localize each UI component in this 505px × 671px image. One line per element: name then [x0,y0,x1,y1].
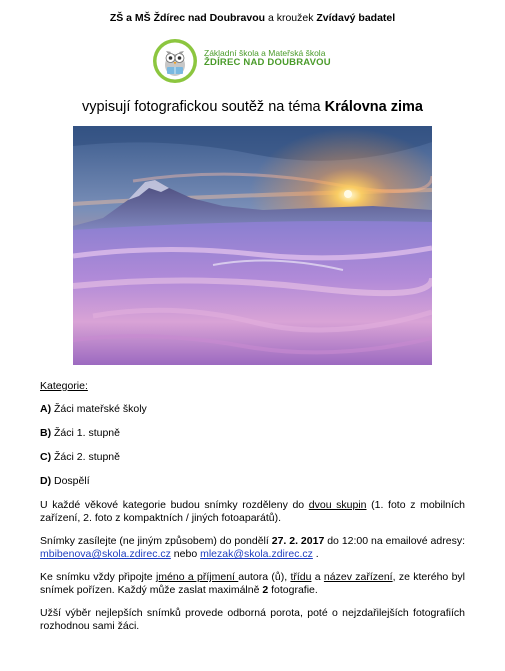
winter-landscape-image [73,126,432,365]
para2-text-b: do 12:00 na emailové adresy: [324,535,465,547]
contest-details [40,380,465,643]
groups-paragraph [40,499,465,525]
para1-text-a: U každé věkové kategorie budou snímky rozděleny do [40,499,309,511]
header-mid-text: a kroužek [265,12,317,24]
para3-text-e: fotografie. [268,584,318,596]
deadline-date: 27. 2. 2017 [271,535,325,547]
class-requirement: třídu [290,571,312,583]
category-item [40,475,465,488]
club-name: Zvídavý badatel [316,12,396,24]
submission-paragraph [40,535,465,561]
para3-text-b: autora (ů), [238,571,291,583]
logo-line-2: ŽDÍREC NAD DOUBRAVOU [204,57,331,68]
para2-text-c: nebo [170,548,201,560]
max-photo-count: 2 [262,584,269,596]
email-link-mbibenova[interactable]: mbibenova@skola.zdirec.cz [40,548,171,560]
headline-prefix: vypisují fotografickou soutěž na téma [82,99,325,115]
para1-text-b: (1. foto z mobilních zařízení, 2. foto z kompaktních / jiných fotoaparátů). [40,499,466,524]
logo-text [204,48,331,68]
category-item [40,403,465,416]
para2-text-d: . [312,548,319,560]
headline-theme: Královna zima [324,99,423,115]
jury-paragraph: Užší výběr nejlepších snímků provede odborná porota, poté o nejzdařilejších fotografiích rozhodnou sami žáci. [40,607,465,632]
device-requirement: název zařízení [323,571,393,583]
para3-text-d: , ze kterého byl snímek pořízen. Každý může zaslat maximálně [40,571,465,596]
category-item [40,451,465,464]
name-requirement: jméno a příjmení [155,571,239,583]
category-letter: A) [40,403,52,415]
para2-text-a: Snímky zasílejte (ne jiným způsobem) do pondělí [40,535,272,547]
logo-line-1: Základní škola a Mateřská škola [204,48,326,58]
category-text: Dospělí [51,475,90,487]
para3-text-a: Ke snímku vždy připojte [40,571,156,583]
category-text: Žáci 1. stupně [51,427,120,439]
category-text: Žáci 2. stupně [51,451,120,463]
category-text: Žáci mateřské školy [51,403,147,415]
categories-title: Kategorie: [40,380,88,392]
category-letter: D) [40,475,52,487]
page-headline [0,99,505,115]
email-link-mlezak[interactable]: mlezak@skola.zdirec.cz [200,548,313,560]
owl-logo-icon [152,38,198,84]
two-groups-text: dvou skupin [308,499,367,511]
winter-landscape-photo [73,126,432,365]
school-name: ZŠ a MŠ Ždírec nad Doubravou [109,12,266,24]
header-line [0,12,505,24]
para3-text-c: a [311,571,324,583]
category-letter: B) [40,427,52,439]
category-letter: C) [40,451,52,463]
school-logo [152,38,352,84]
category-item [40,427,465,440]
attachment-info-paragraph [40,571,465,597]
